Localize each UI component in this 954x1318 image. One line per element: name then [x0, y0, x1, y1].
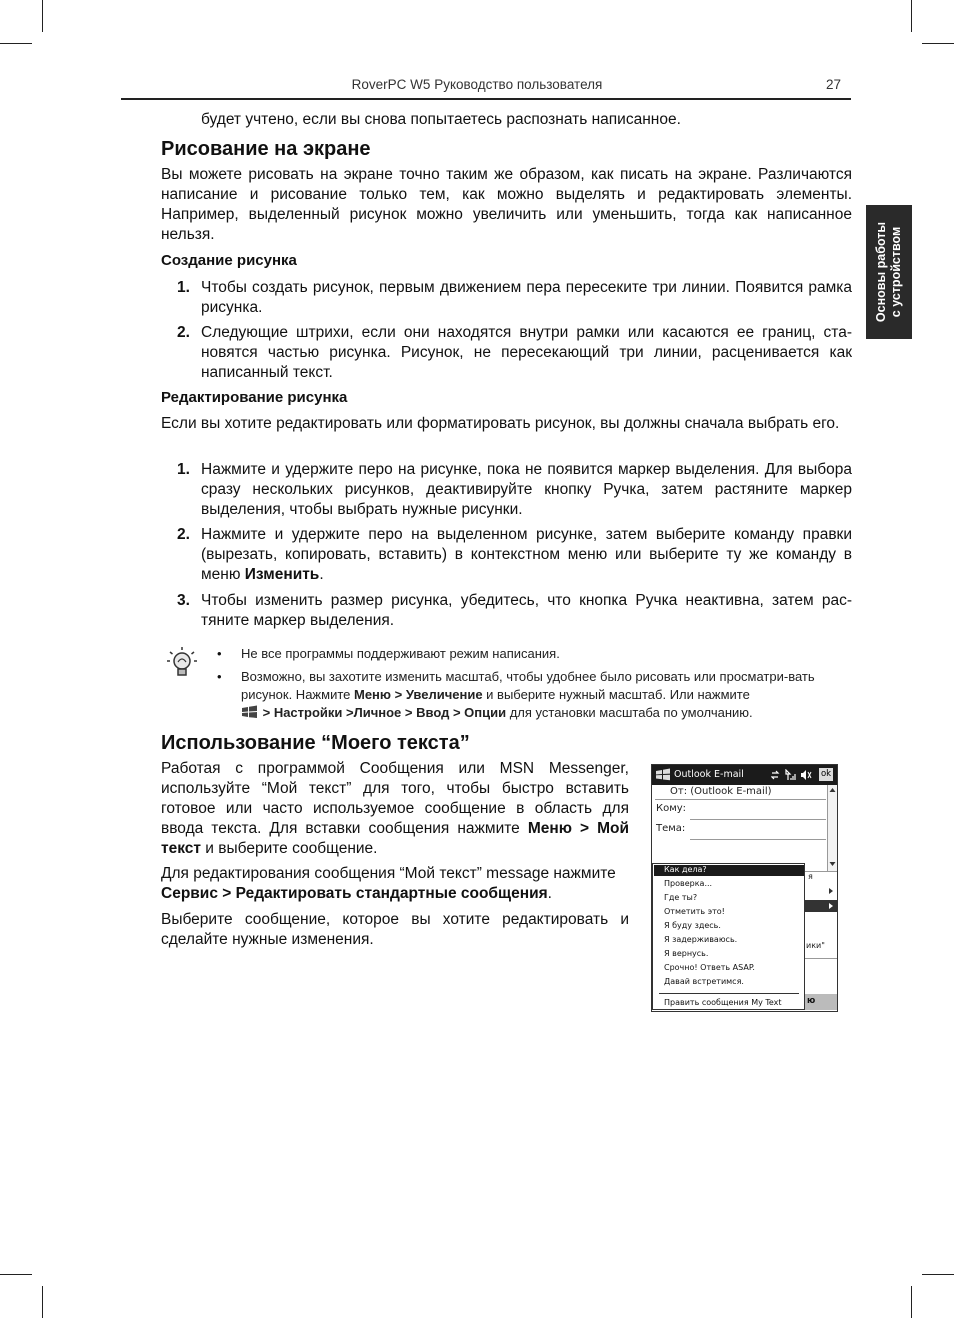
menu-item[interactable]: Срочно! Ответь ASAP.: [664, 963, 755, 972]
windows-start-icon: [655, 768, 671, 781]
pda-subject-label: Тема:: [656, 823, 686, 834]
crop-mark: [911, 0, 912, 32]
crop-mark: [0, 1274, 32, 1275]
list-item-text: Следующие штрихи, если они находятся внутри рамки или касаются ее границ, ста-новятся частью рисунка. Рисунок, не пересекающий три линии, расценивается как написанный текст.: [201, 324, 852, 381]
menu-item[interactable]: Проверка...: [664, 879, 713, 888]
section2-paragraph3: Выберите сообщение, которое вы хотите редактировать и сделайте нужные изменения.: [161, 911, 629, 948]
submenu-arrow-icon: [828, 902, 834, 910]
note-bullet1: Не все программы поддерживают режим написания.: [241, 646, 560, 661]
my-text-menu: [652, 863, 805, 1010]
pda-screenshot: [651, 764, 838, 1012]
pda-scrollbar[interactable]: [827, 785, 837, 871]
pda-bottom-bar: [805, 994, 837, 1010]
sub2-paragraph: Если вы хотите редактировать или форматировать рисунок, вы должны сначала выбрать его.: [161, 415, 840, 432]
crop-mark: [922, 43, 954, 44]
bullet-dot: •: [217, 646, 222, 661]
chapter-side-tab: [866, 205, 912, 339]
page-number: 27: [826, 77, 842, 92]
side-tab-line1: Основы работы: [874, 221, 888, 323]
pda-from-field[interactable]: От: (Outlook E-mail): [670, 786, 772, 797]
menu-item[interactable]: Давай встретимся.: [664, 977, 744, 986]
intro-line: будет учтено, если вы снова попытаетесь распознать написанное.: [201, 111, 681, 128]
list-item-text: Чтобы изменить размер рисунка, убедитесь, что кнопка Ручка неактивна, затем рас-тяните маркер выделения.: [201, 592, 852, 629]
scroll-down-icon: [829, 861, 836, 867]
crop-mark: [42, 0, 43, 32]
pda-app-title: Outlook E-mail: [674, 769, 744, 780]
note-bullet2: Возможно, вы захотите изменить масштаб, чтобы удобнее было рисовать или просматри-вать рисунок. Нажмите Меню > Увеличение и выберите нужный масштаб. Или нажмите > Настройки >Личное > Ввод > Опции для установки масштаба по умолчанию.: [241, 669, 815, 720]
list-item-text: Нажмите и удержите перо на рисунке, пока не появится маркер выделения. Для выбора сразу нескольких рисунков, деактивируйте кнопку Ручка, затем растяните маркер выделения, чтобы выбрать нужные рисунки.: [201, 461, 852, 518]
menu-item[interactable]: Как дела?: [664, 865, 707, 874]
pda-highlight-strip: [805, 900, 837, 912]
pda-side-text: ю: [807, 996, 816, 1006]
pda-title-bar: [652, 765, 837, 785]
pda-divider: [655, 799, 826, 800]
menu-item-edit-messages[interactable]: Править сообщения My Text: [664, 998, 782, 1007]
menu-item[interactable]: Отметить это!: [664, 907, 725, 916]
section2-paragraph1: Работая с программой Сообщения или MSN Messenger, используйте “Мой текст” для того, чтобы быстро вставить готовое или часто используемое сообщение в область для ввода текста. Для вставки сообщения нажмите Меню > Мой текст и выберите сообщение.: [161, 760, 629, 857]
list-item-text: Нажмите и удержите перо на выделенном рисунке, затем выберите команду правки (вырезать, копировать, вставить) в контекстном меню или выберите ту же команду в меню Изменить.: [201, 526, 852, 583]
crop-mark: [0, 43, 32, 44]
menu-item[interactable]: Я задерживаюсь.: [664, 935, 738, 944]
side-tab-line2: с устройством: [889, 226, 903, 318]
running-header-title: RoverPC W5 Руководство пользователя: [351, 77, 603, 92]
scroll-up-icon: [829, 787, 836, 793]
pda-subject-input[interactable]: [690, 839, 826, 840]
lightbulb-icon: [166, 646, 198, 680]
menu-item[interactable]: Где ты?: [664, 893, 698, 902]
pda-to-label: Кому:: [656, 803, 687, 814]
section1-heading: Рисование на экране: [161, 138, 371, 160]
list-item-text: Чтобы создать рисунок, первым движением пера пересеките три линии. Появится рамка рисунка.: [201, 279, 852, 316]
submenu-arrow-icon: [828, 887, 834, 895]
sub2-heading: Редактирование рисунка: [161, 389, 348, 406]
list-number: 2.: [177, 324, 190, 341]
section1-paragraph: Вы можете рисовать на экране точно таким же образом, как писать на экране. Различаются написание и рисование только тем, как можно выделять и редактировать элементы. Например, выделенный рисунок можно увеличить или уменьшить, тогда как написанное нельзя.: [161, 166, 852, 243]
list-number: 1.: [177, 461, 190, 478]
header-rule: [121, 98, 851, 100]
section2-heading: Использование “Моего текста”: [161, 732, 470, 754]
menu-item[interactable]: Я буду здесь.: [664, 921, 721, 930]
menu-item[interactable]: Я вернусь.: [664, 949, 709, 958]
list-number: 2.: [177, 526, 190, 543]
section2-paragraph2: Для редактирования сообщения “Мой текст” message нажмите Сервис > Редактировать стандартные сообщения.: [161, 865, 616, 902]
status-icons: [771, 769, 815, 781]
bullet-dot: •: [217, 669, 222, 684]
crop-mark: [911, 1286, 912, 1318]
pda-side-text: я: [808, 872, 813, 881]
pda-divider: [805, 958, 837, 959]
crop-mark: [42, 1286, 43, 1318]
pda-side-text: ики": [806, 941, 825, 950]
chapter-side-tab-text: [874, 222, 904, 322]
list-number: 1.: [177, 279, 190, 296]
pda-to-input[interactable]: [690, 819, 826, 820]
crop-mark: [922, 1274, 954, 1275]
sub1-heading: Создание рисунка: [161, 252, 297, 269]
windows-start-icon: [241, 705, 259, 719]
list-number: 3.: [177, 592, 190, 609]
pda-ok-button[interactable]: ok: [820, 769, 832, 779]
menu-separator: [659, 993, 799, 994]
